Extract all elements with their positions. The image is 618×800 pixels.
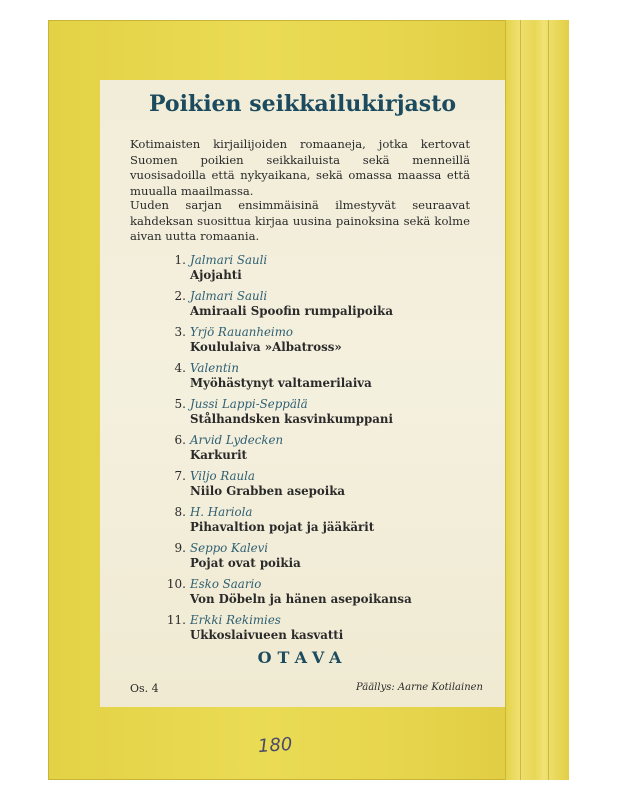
book-number: 9. [174, 541, 186, 555]
book-author: Esko Saario [190, 577, 262, 591]
series-intro-text: Kotimaisten kirjailijoiden romaaneja, jotka kertovat Suomen poikien seikkailuista sekä menneillä vuosisadoilla että nykyaikana, sekä omassa maassa että muualla maailmassa. [130, 137, 470, 198]
book-author: H. Hariola [190, 505, 253, 519]
series-title: Poikien seikkailukirjasto [148, 91, 457, 117]
handwritten-price-note: 180 [257, 733, 294, 758]
book-number: 1. [174, 253, 186, 267]
book-title: Stålhandsken kasvinkumppani [190, 412, 393, 426]
book-number: 3. [174, 325, 186, 339]
book-author: Seppo Kalevi [190, 541, 269, 555]
series-label [100, 80, 505, 707]
book-author: Erkki Rekimies [190, 613, 281, 627]
book-author: Jalmari Sauli [190, 253, 268, 267]
series-note-text: Uuden sarjan ensimmäisinä ilmestyvät seuraavat kahdeksan suosittua kirjaa uusina painoksina sekä kolme aivan uutta romaania. [130, 198, 470, 244]
book-spine [505, 20, 569, 780]
book-title: Amiraali Spoofin rumpalipoika [190, 304, 394, 318]
book-number: 8. [174, 505, 186, 519]
book-number: 10. [166, 577, 186, 591]
book-number: 6. [174, 433, 186, 447]
book-title: Pihavaltion pojat ja jääkärit [190, 520, 375, 534]
book-title: Karkurit [190, 448, 248, 462]
book-number: 7. [174, 469, 186, 483]
book-title: Niilo Grabben asepoika [190, 484, 346, 498]
book-title: Von Döbeln ja hänen asepoikansa [190, 592, 412, 606]
book-author: Viljo Raula [190, 469, 255, 483]
book-author: Jalmari Sauli [190, 289, 268, 303]
book-number: 11. [166, 613, 186, 627]
book-author: Arvid Lydecken [190, 433, 284, 447]
book-author: Jussi Lappi-Seppälä [190, 397, 308, 411]
book-number: 2. [174, 289, 186, 303]
spine-crease-line [520, 20, 521, 780]
book-title: Myöhästynyt valtamerilaiva [190, 376, 372, 390]
book-title: Koululaiva »Albatross» [190, 340, 342, 354]
book-number: 5. [174, 397, 186, 411]
book-title: Pojat ovat poikia [190, 556, 301, 570]
book-author: Yrjö Rauanheimo [190, 325, 293, 339]
publisher-name: OTAVA [257, 648, 348, 667]
cover-credit: Päällys: Aarne Kotilainen [355, 682, 483, 693]
spine-crease-line [548, 20, 549, 780]
part-number: Os. 4 [130, 682, 159, 695]
book-number: 4. [174, 361, 186, 375]
book-author: Valentin [190, 361, 239, 375]
book-title: Ajojahti [190, 268, 242, 282]
book-title: Ukkoslaivueen kasvatti [190, 628, 344, 642]
